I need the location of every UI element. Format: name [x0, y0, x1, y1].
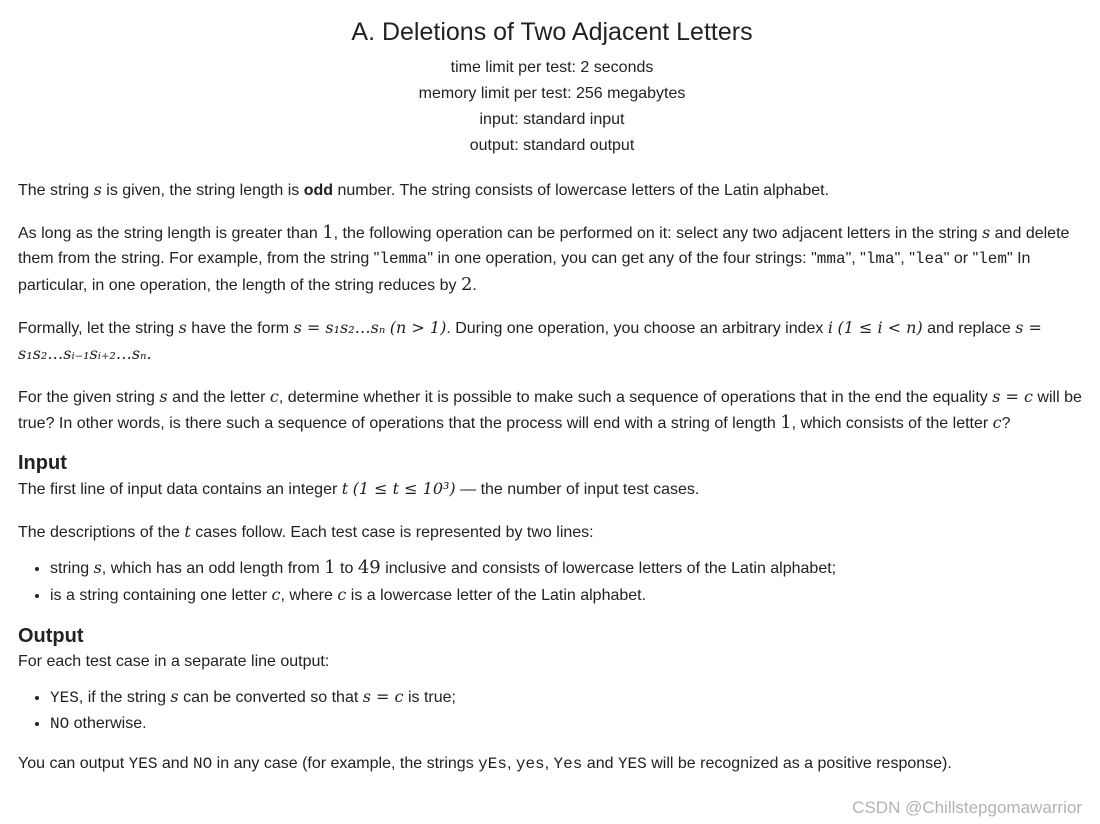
statement-paragraph-3: Formally, let the string s have the form s = s₁s₂…sₙ (n > 1). During one operation, you choose an arbitrary index i (1 ≤ i < n) and replace s = s₁s₂…sᵢ₋₁sᵢ₊₂…sₙ. [18, 318, 1042, 363]
output-line-1: For each test case in a separate line output: [18, 653, 330, 670]
list-item: • string s, which has an odd length from 1 to 49 inclusive and consists of lowercase letters of the Latin alphabet; [50, 555, 1086, 582]
input-line-1: The first line of input data contains an integer t (1 ≤ t ≤ 10³) — the number of input test cases. [18, 479, 700, 498]
statement-paragraph-2: As long as the string length is greater than 1, the following operation can be performed on it: select any two adjacent letters in the string s and delete them from the string. For example, from the string "lemma" in one operation, you can get any of the four strings: "mma", "lma", "lea" or "lem" In particular, in one operation, the length of the string reduces by 2. [18, 222, 1070, 295]
code-lemma: lemma [379, 250, 428, 268]
list-item: • NO otherwise. [50, 711, 1086, 737]
output-section-title: Output [18, 625, 84, 647]
math-replace: s = s₁s₂…sᵢ₋₁sᵢ₊₂…sₙ. [18, 318, 1042, 363]
output-list [18, 684, 1086, 737]
math-form: s = s₁s₂…sₙ [293, 318, 386, 337]
memory-limit: memory limit per test: 256 megabytes [418, 85, 686, 102]
watermark: CSDN @Chillstepgomawarrior [852, 798, 1082, 817]
problem-statement [18, 0, 1086, 777]
statement-paragraph-1: The string s is given, the string length is odd number. The string consists of lowercase letters of the Latin alphabet. [18, 180, 830, 199]
problem-header [18, 18, 1086, 159]
input-section-title: Input [18, 452, 67, 474]
time-limit: time limit per test: 2 seconds [450, 59, 654, 76]
output-file: output: standard output [469, 137, 635, 154]
statement-paragraph-4: For the given string s and the letter c, determine whether it is possible to make such a sequence of operations that in the end the equality s = c will be true? In other words, is there such a sequence of operations that the process will end with a string of length 1, which consists of the letter c? [18, 387, 1082, 433]
input-line-2: The descriptions of the t cases follow. Each test case is represented by two lines: [18, 522, 594, 541]
output-line-3: You can output YES and NO in any case (for example, the strings yEs, yes, Yes and YES will be recognized as a positive response). [18, 755, 952, 773]
input-file: input: standard input [479, 111, 625, 128]
list-item: • YES, if the string s can be converted so that s = c is true; [50, 684, 1086, 711]
list-item: • is a string containing one letter c, where c is a lowercase letter of the Latin alphabet. [50, 582, 1086, 609]
math-s: s [93, 180, 102, 199]
problem-title: A. Deletions of Two Adjacent Letters [351, 18, 753, 46]
input-list [18, 555, 1086, 609]
odd-bold: odd [303, 182, 334, 199]
